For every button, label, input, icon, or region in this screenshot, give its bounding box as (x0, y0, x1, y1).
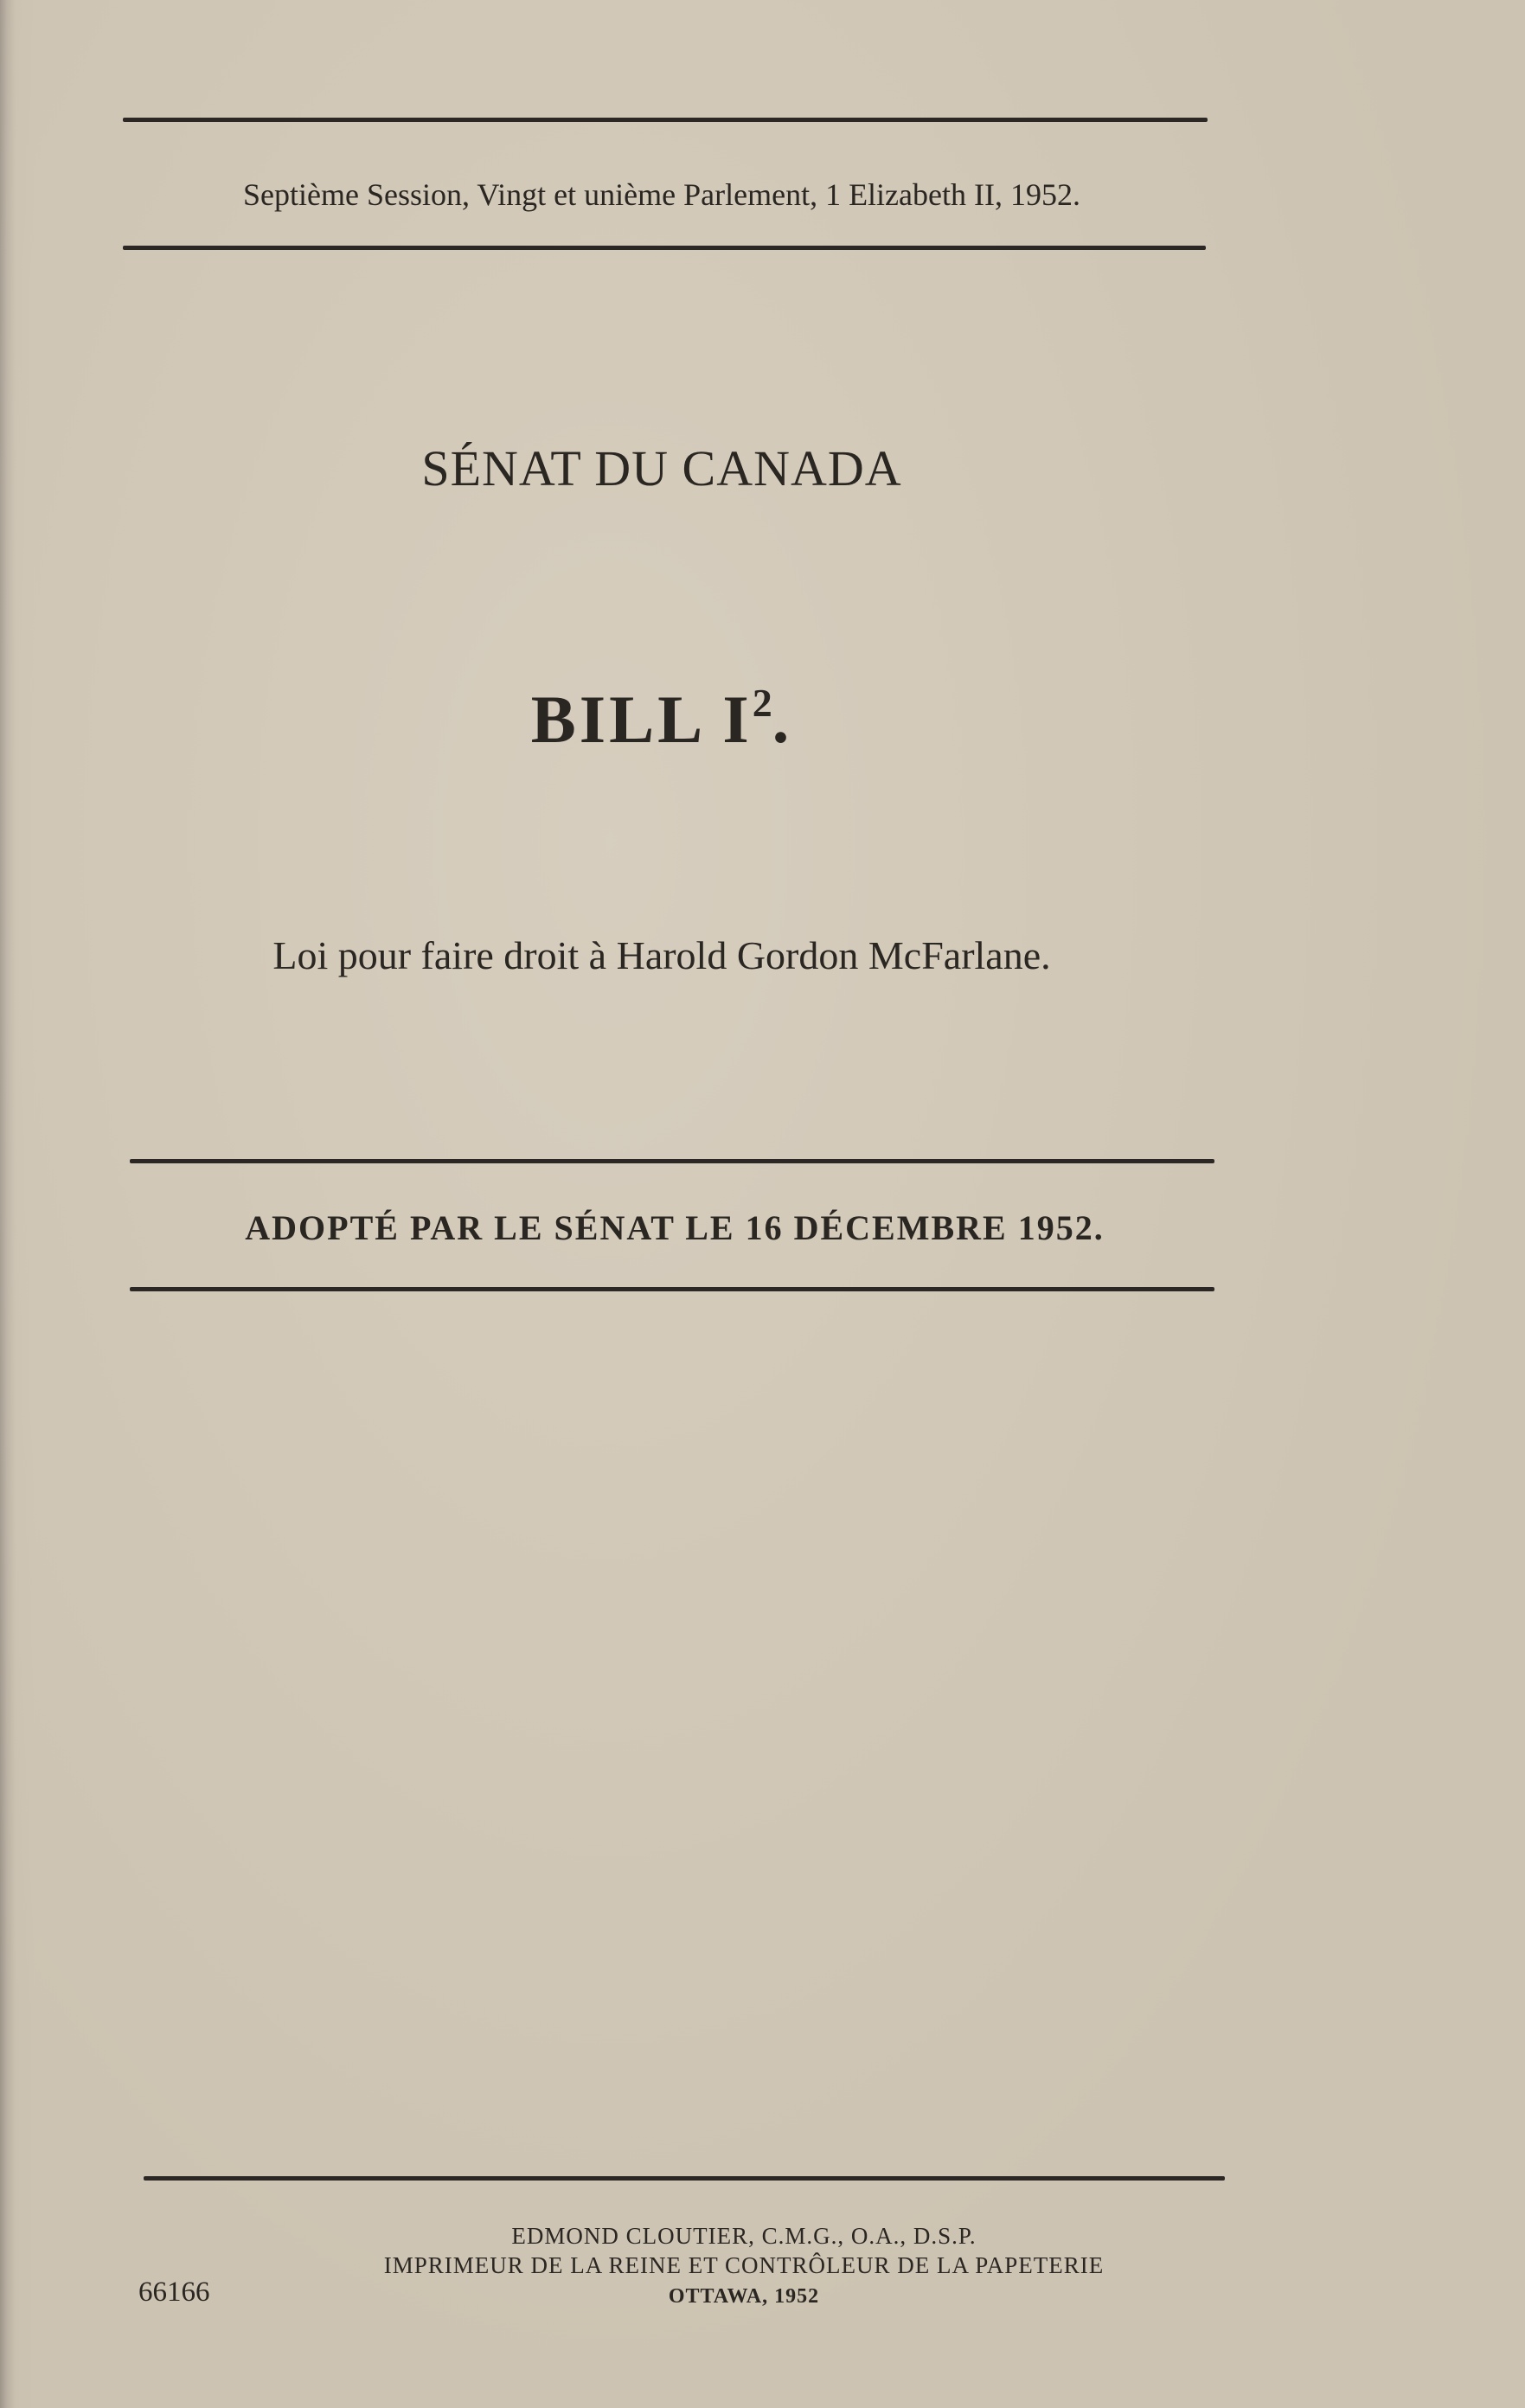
session-line: Septième Session, Vingt et unième Parlement, 1 Elizabeth II, 1952. (243, 177, 1080, 212)
printer-place-year: OTTAWA, 1952 (668, 2285, 820, 2308)
bill-superscript: 2 (752, 681, 772, 725)
bill-title (0, 680, 1323, 759)
printer-title: IMPRIMEUR DE LA REINE ET CONTRÔLEUR DE LA PAPETERIE (383, 2252, 1105, 2278)
adoption-top-rule (130, 1159, 1214, 1163)
adoption-bottom-rule (130, 1287, 1214, 1291)
document-number: 66166 (138, 2277, 210, 2308)
senate-heading: SÉNAT DU CANADA (421, 440, 902, 496)
session-rule (123, 246, 1206, 250)
bill-number: BILL I (530, 682, 753, 757)
adoption-line: ADOPTÉ PAR LE SÉNAT LE 16 DÉCEMBRE 1952. (245, 1208, 1105, 1247)
printer-name: EDMOND CLOUTIER, C.M.G., O.A., D.S.P. (511, 2223, 977, 2249)
bill-period: . (772, 682, 793, 757)
bill-subject: Loi pour faire droit à Harold Gordon McFarlane. (272, 933, 1051, 977)
top-rule (123, 118, 1208, 122)
imprint-rule (144, 2176, 1225, 2181)
